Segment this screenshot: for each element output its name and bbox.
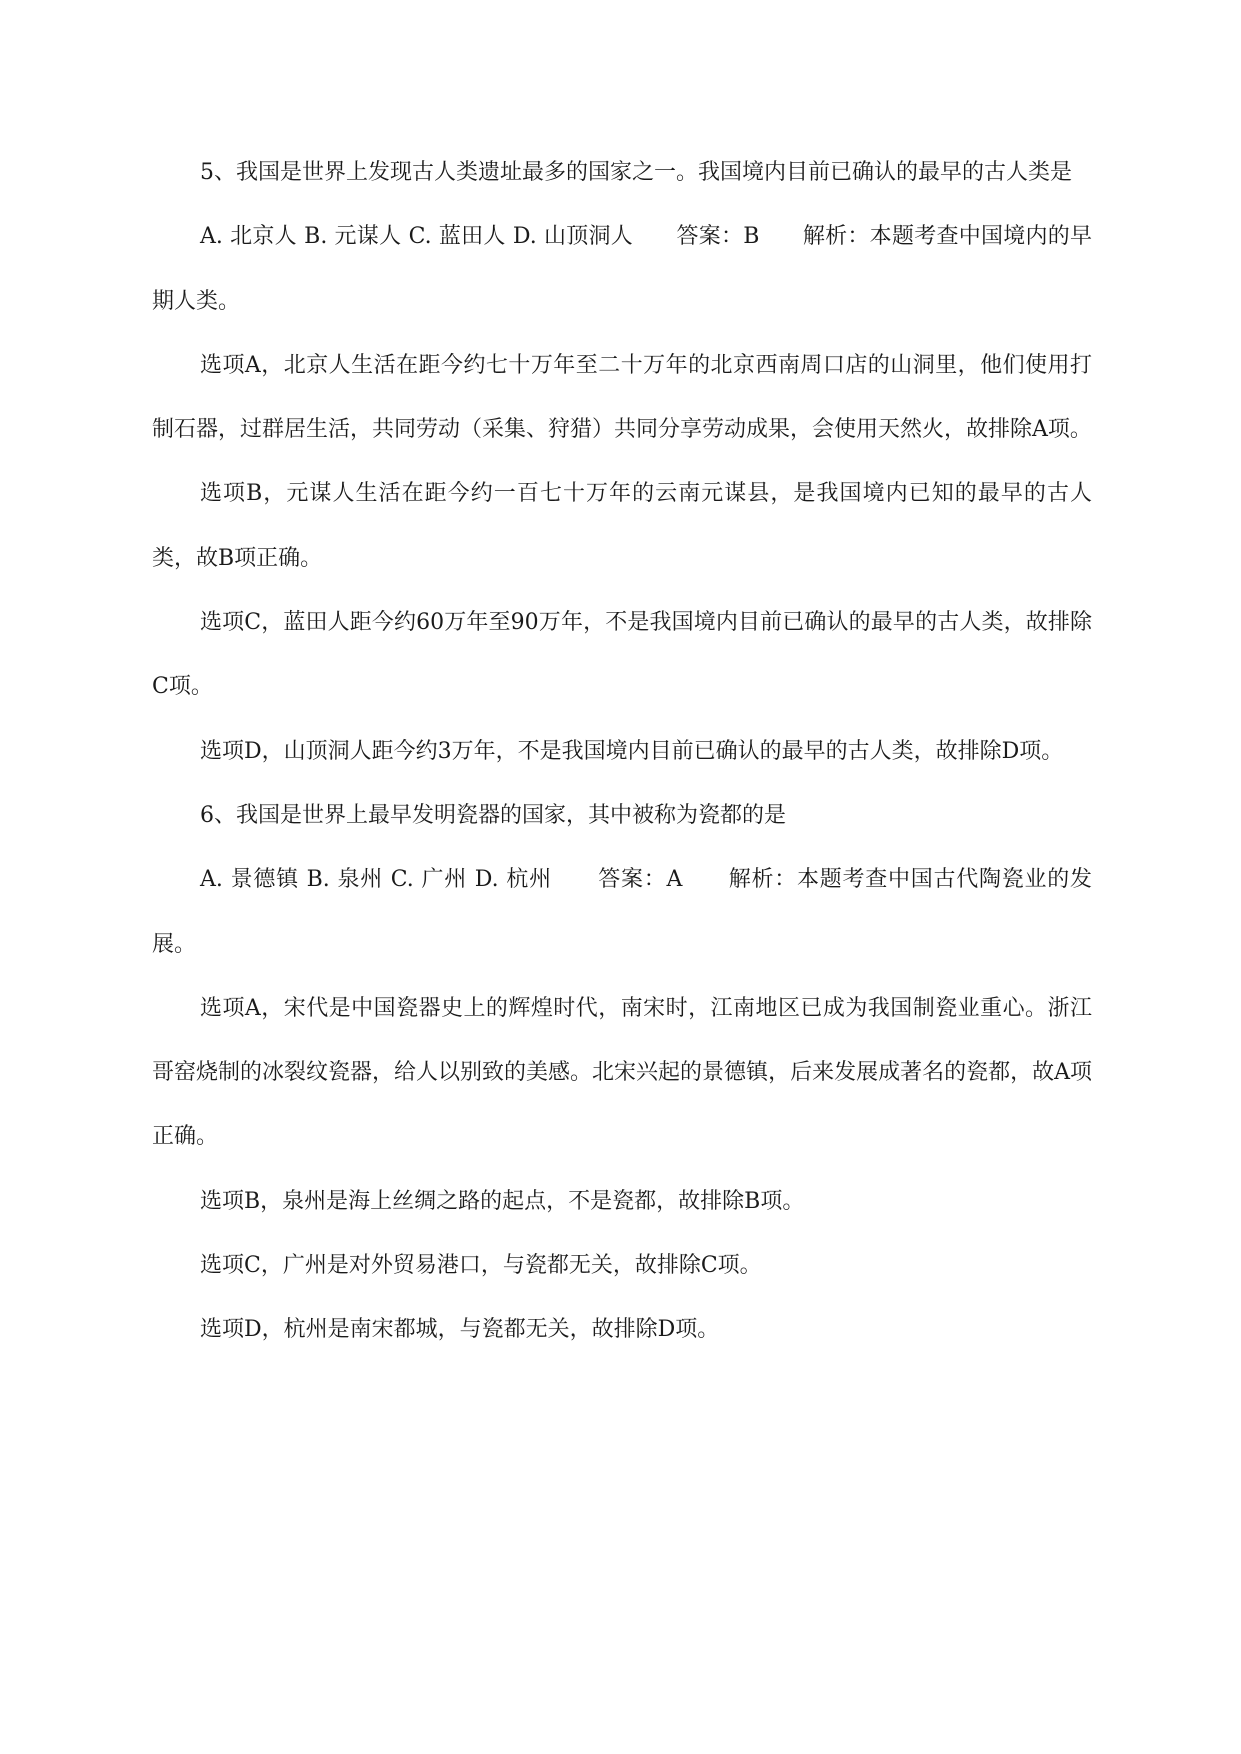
question-5-explanation-a: 选项A，北京人生活在距今约七十万年至二十万年的北京西南周口店的山洞里，他们使用打制石器，过群居生活，共同劳动（采集、狩猎）共同分享劳动成果，会使用天然火，故排除A项。 bbox=[152, 352, 1092, 443]
question-6-options-answer: A. 景德镇 B. 泉州 C. 广州 D. 杭州 答案：A 解析：本题考查中国古代陶瓷业的发展。 bbox=[152, 867, 1092, 957]
question-6-explanation-b: 选项B，泉州是海上丝绸之路的起点，不是瓷都，故排除B项。 bbox=[200, 1188, 805, 1214]
question-6-text: 6、我国是世界上最早发明瓷器的国家，其中被称为瓷都的是 bbox=[200, 802, 786, 828]
question-6-explanation-a: 选项A，宋代是中国瓷器史上的辉煌时代，南宋时，江南地区已成为我国制瓷业重心。浙江哥窑烧制的冰裂纹瓷器，给人以别致的美感。北宋兴起的景德镇，后来发展成著名的瓷都，故A项正确。 bbox=[152, 995, 1092, 1150]
question-5-explanation-c: 选项C，蓝田人距今约60万年至90万年，不是我国境内目前已确认的最早的古人类，故排除C项。 bbox=[152, 610, 1092, 700]
question-5-explanation-b: 选项B，元谋人生活在距今约一百七十万年的云南元谋县，是我国境内已知的最早的古人类，故B项正确。 bbox=[152, 481, 1092, 571]
question-5-explanation-d: 选项D，山顶洞人距今约3万年，不是我国境内目前已确认的最早的古人类，故排除D项。 bbox=[200, 738, 1064, 764]
question-5-options-answer: A. 北京人 B. 元谋人 C. 蓝田人 D. 山顶洞人 答案：B 解析：本题考查中国境内的早期人类。 bbox=[152, 224, 1092, 314]
question-6-explanation-c: 选项C，广州是对外贸易港口，与瓷都无关，故排除C项。 bbox=[200, 1253, 762, 1279]
question-5-text: 5、我国是世界上发现古人类遗址最多的国家之一。我国境内目前已确认的最早的古人类是 bbox=[200, 160, 1073, 185]
question-6-explanation-d: 选项D，杭州是南宋都城，与瓷都无关，故排除D项。 bbox=[200, 1317, 720, 1343]
document-body bbox=[152, 141, 1092, 1363]
